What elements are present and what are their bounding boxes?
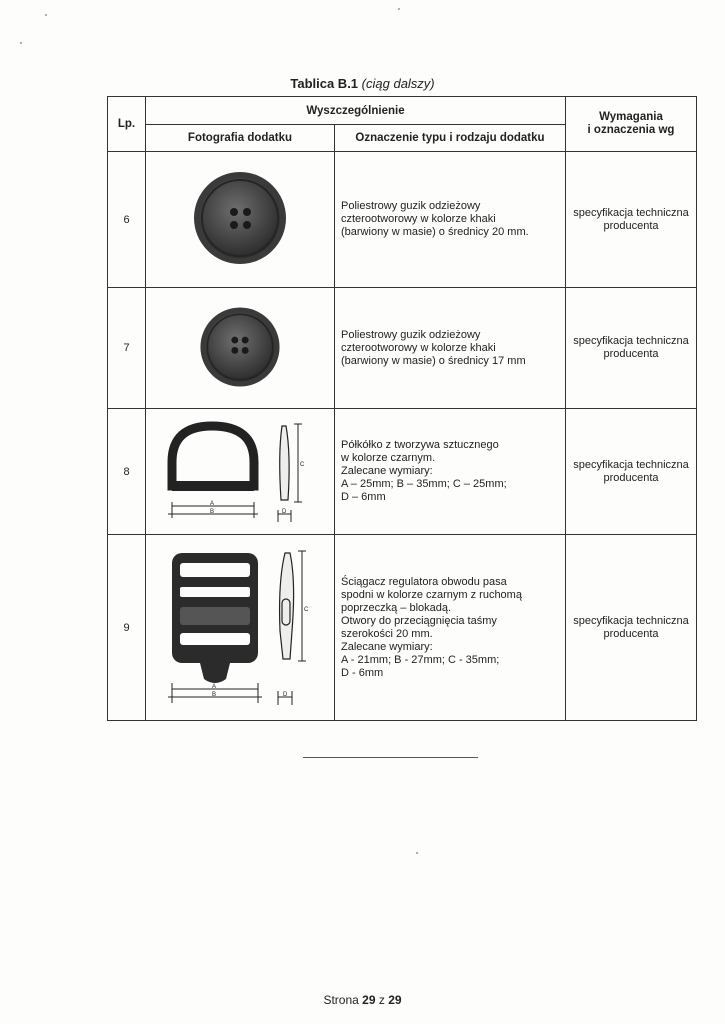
table-title <box>0 76 725 91</box>
footer-prefix: Strona <box>323 993 359 1007</box>
row-photo <box>146 288 335 409</box>
row-photo <box>146 535 335 721</box>
description-line: Otwory do przeciągnięcia taśmy <box>341 614 497 627</box>
row-requirements <box>566 535 697 721</box>
description-line: Ściągacz regulatora obwodu pasa <box>341 575 507 588</box>
row-requirements <box>566 409 697 535</box>
row-photo <box>146 152 335 288</box>
row-lp: 7 <box>108 288 146 409</box>
requirements-line2: producenta <box>603 348 659 360</box>
row-description <box>335 535 566 721</box>
table-title-main: Tablica B.1 <box>290 76 359 91</box>
header-group: Wyszczególnienie <box>146 97 566 125</box>
dim-label-a: A <box>210 501 215 507</box>
row-description <box>335 409 566 535</box>
requirements-line1: specyfikacja techniczna <box>573 458 689 471</box>
scan-speck <box>398 8 400 10</box>
header-photo: Fotografia dodatku <box>146 125 335 152</box>
table-title-sub: (ciąg dalszy) <box>361 76 435 91</box>
requirements-line2: producenta <box>603 627 659 640</box>
dim-label-b: B <box>210 509 215 515</box>
description-line: D - 6mm <box>341 666 384 679</box>
requirements-line1: specyfikacja techniczna <box>573 335 689 347</box>
header-lp: Lp. <box>108 97 146 152</box>
dim-label-d: D <box>283 692 288 698</box>
header-requirements-line1: Wymagania <box>599 111 663 123</box>
description-line: Półkółko z tworzywa sztucznego <box>341 439 499 451</box>
description-line: Poliestrowy guzik odzieżowy <box>341 200 481 212</box>
scan-speck <box>45 14 47 16</box>
row-requirements <box>566 152 697 288</box>
row-description <box>335 152 566 288</box>
requirements-line1: specyfikacja techniczna <box>573 614 689 627</box>
dim-label-c: C <box>300 462 305 468</box>
description-line: D – 6mm <box>341 491 386 503</box>
description-line: spodni w kolorze czarnym z ruchomą <box>341 588 522 601</box>
description-line: A - 21mm; B - 27mm; C - 35mm; <box>341 653 500 666</box>
footer-divider <box>303 757 478 758</box>
dim-label-a: A <box>212 684 217 690</box>
description-line: poprzeczką – blokadą. <box>341 601 452 614</box>
header-requirements-line2: i oznaczenia wg <box>587 124 675 136</box>
button-icon <box>190 168 290 268</box>
dim-label-c: C <box>304 607 309 613</box>
description-line: czterootworowy w kolorze khaki <box>341 213 496 225</box>
dim-label-d: D <box>282 509 287 515</box>
row-lp: 6 <box>108 152 146 288</box>
table-row <box>108 409 697 535</box>
table-row <box>108 535 697 721</box>
header-designation: Oznaczenie typu i rodzaju dodatku <box>335 125 566 152</box>
scan-speck <box>20 42 22 44</box>
description-line: Zalecane wymiary: <box>341 640 433 653</box>
description-line: w kolorze czarnym. <box>341 452 436 464</box>
buckle-icon <box>150 541 330 711</box>
dim-label-b: B <box>212 692 217 698</box>
d-ring-icon <box>150 414 330 526</box>
description-line: (barwiony w masie) o średnicy 17 mm <box>341 354 526 367</box>
table-row <box>108 152 697 288</box>
page-footer <box>0 993 725 1007</box>
row-description <box>335 288 566 409</box>
row-requirements <box>566 288 697 409</box>
button-icon <box>197 304 283 390</box>
row-lp: 9 <box>108 535 146 721</box>
footer-total-pages: 29 <box>388 993 402 1007</box>
scan-speck <box>416 852 418 854</box>
description-line: Zalecane wymiary: <box>341 465 433 477</box>
requirements-line2: producenta <box>603 471 659 484</box>
description-line: (barwiony w masie) o średnicy 20 mm. <box>341 226 529 238</box>
table-row <box>108 288 697 409</box>
description-line: czterootworowy w kolorze khaki <box>341 341 496 354</box>
description-line: A – 25mm; B – 35mm; C – 25mm; <box>341 478 507 490</box>
footer-separator: z <box>378 993 385 1007</box>
requirements-line2: producenta <box>603 219 659 232</box>
footer-page-number: 29 <box>362 993 376 1007</box>
description-line: Poliestrowy guzik odzieżowy <box>341 328 481 341</box>
requirements-line1: specyfikacja techniczna <box>573 206 689 219</box>
header-row-1 <box>108 97 697 125</box>
specification-table <box>107 96 697 721</box>
header-requirements <box>566 97 697 152</box>
row-photo <box>146 409 335 535</box>
row-lp: 8 <box>108 409 146 535</box>
description-line: szerokości 20 mm. <box>341 627 433 640</box>
